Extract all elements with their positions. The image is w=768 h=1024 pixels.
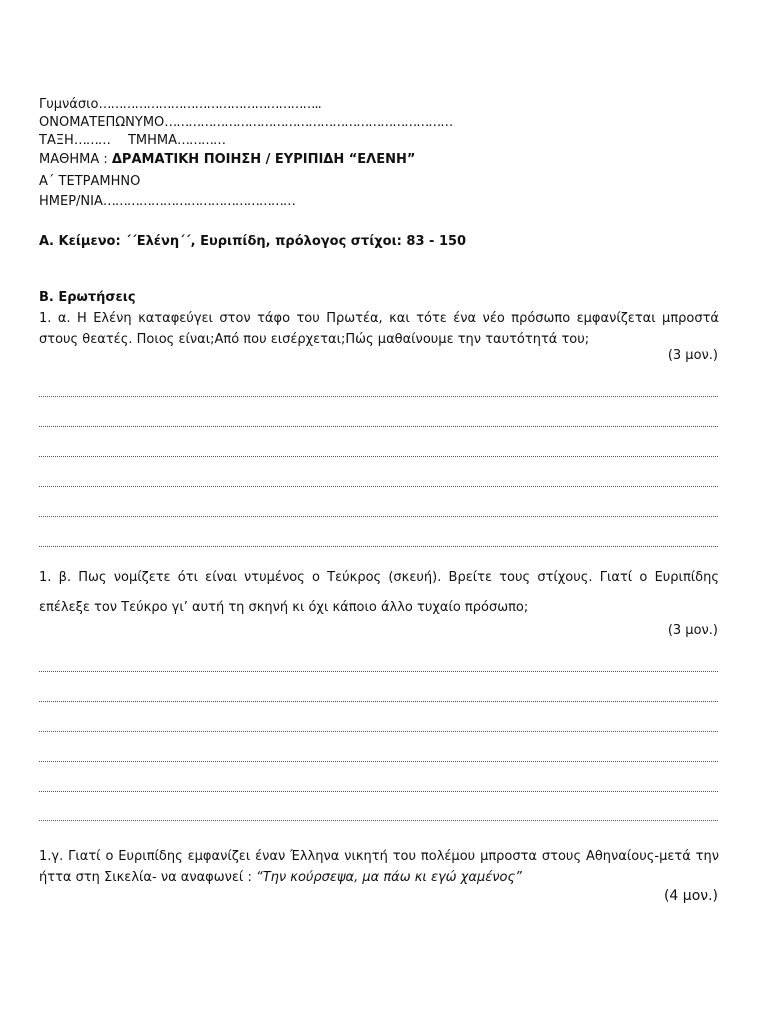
question-1c [39, 846, 719, 888]
answer-line [39, 516, 718, 517]
name-label: ΟΝΟΜΑΤΕΠΩΝΥΜΟ [39, 115, 165, 130]
question-1b: 1. β. Πως νομίζετε ότι είναι ντυμένος ο Τεύκρος (σκευή). Βρείτε τους στίχους. Γιατί ο Ευριπίδης επέλεξε τον Τεύκρο γι’ αυτή τη σκηνή κι όχι κάποιο άλλο τυχαίο πρόσωπο; [39, 570, 719, 615]
answer-line [39, 701, 718, 702]
answer-line [39, 426, 718, 427]
date-label: ΗΜΕΡ/ΝΙΑ [39, 194, 103, 209]
date-line [39, 193, 295, 211]
answer-line [39, 396, 718, 397]
section-dots: ………… [177, 133, 226, 148]
answer-line [39, 820, 718, 821]
question-1a: 1. α. Η Ελένη καταφεύγει στον τάφο του Πρωτέα, και τότε ένα νέο πρόσωπο εμφανίζεται μπροστά στους θεατές. Ποιος είναι;Από που εισέρχεται;Πώς μαθαίνουμε την ταυτότητά του; [39, 311, 719, 347]
school-dots: ……………………………………………….. [98, 97, 321, 112]
term-line: Α΄ ΤΕΤΡΑΜΗΝΟ [39, 174, 141, 189]
answer-line [39, 546, 718, 547]
subject-value: ΔΡΑΜΑΤΙΚΗ ΠΟΙΗΣΗ / ΕΥΡΙΠΙΔΗ “ΕΛΕΝΗ” [111, 152, 416, 167]
school-line [39, 96, 321, 114]
question-1b-score: (3 μον.) [667, 623, 718, 638]
answer-line [39, 456, 718, 457]
question-1c-score: (4 μον.) [663, 888, 718, 904]
section-a-title: Α. Κείμενο: ΄΄Ελένη΄΄, Ευριπίδη, πρόλογος στίχοι: 83 - 150 [39, 234, 467, 249]
subject-label: ΜΑΘΗΜΑ : [39, 152, 112, 167]
subject-line [39, 151, 415, 169]
class-dots: ……… [73, 133, 110, 148]
question-1a-score: (3 μον.) [667, 348, 718, 363]
answer-line [39, 671, 718, 672]
name-dots: ……………………………………………………………… [164, 115, 453, 130]
school-label: Γυμνάσιο [39, 97, 99, 112]
question-1c-quote: “Την κούρσεψα, μα πάω κι εγώ χαμένος” [255, 870, 522, 885]
answer-line [39, 486, 718, 487]
answer-line [39, 761, 718, 762]
answer-line [39, 791, 718, 792]
date-dots: ………………………………………… [102, 194, 295, 209]
section-label: ΤΜΗΜΑ [127, 133, 178, 148]
question-1c-text: 1.γ. Γιατί ο Ευριπίδης εμφανίζει έναν Έλληνα νικητή του πολέμου μπροστα στους Αθηναίους-μετά την ήττα στη Σικελία- να αναφωνεί : [39, 849, 719, 885]
section-b-title: Β. Ερωτήσεις [39, 290, 136, 305]
class-label: ΤΑΞΗ [39, 133, 74, 148]
name-line [39, 114, 452, 132]
answer-line [39, 731, 718, 732]
class-line [39, 132, 225, 150]
